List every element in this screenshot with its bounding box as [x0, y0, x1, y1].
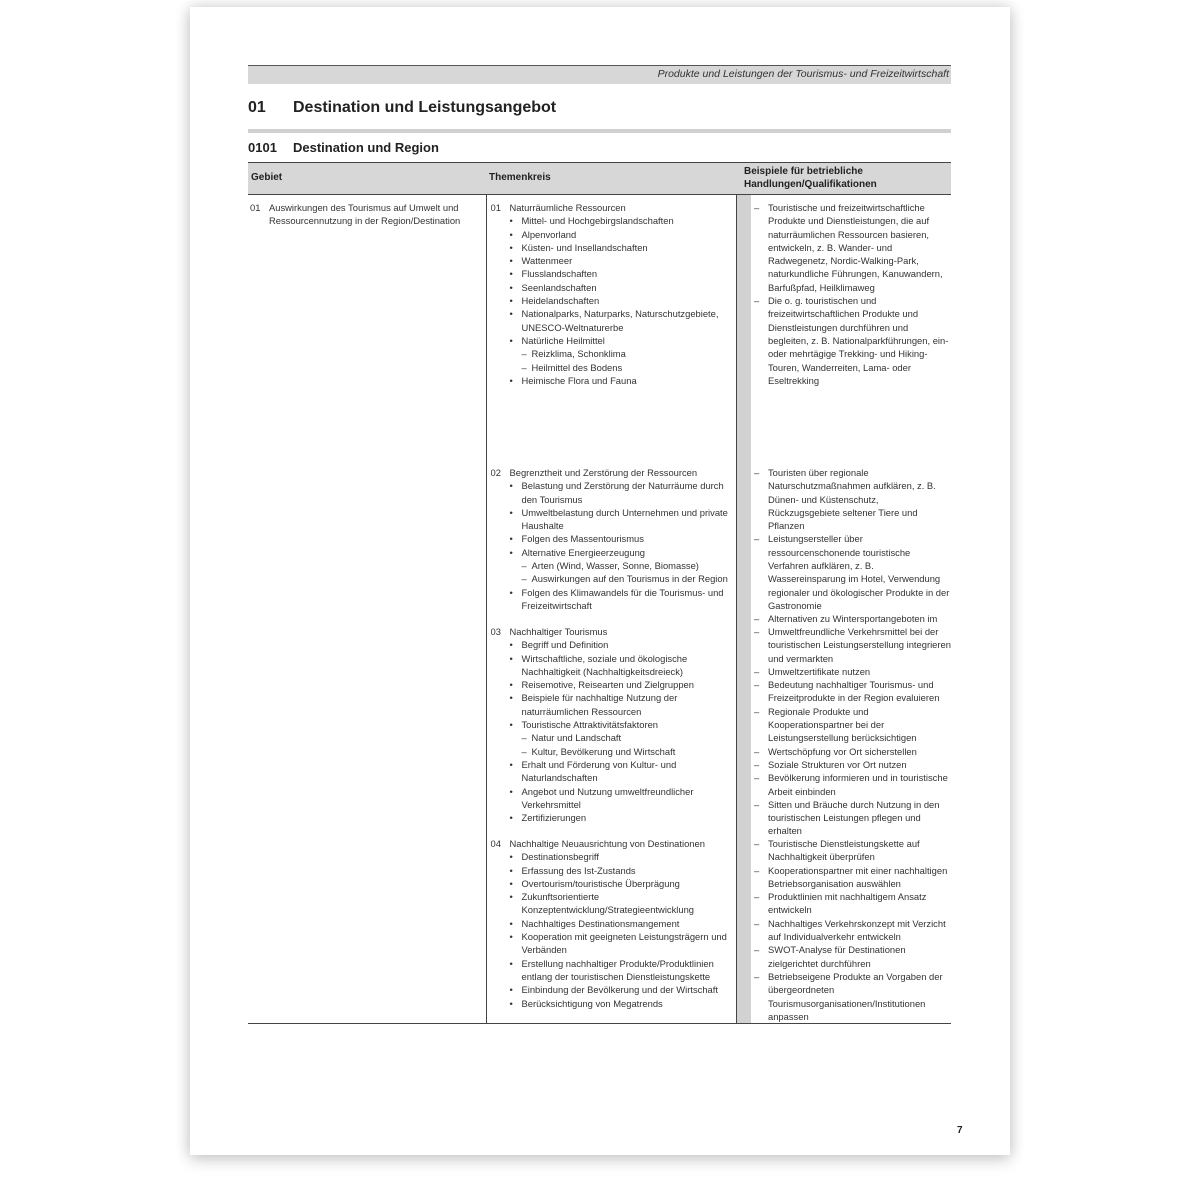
list-item: • Beispiele für nachhaltige Nutzung der naturräumlichen Ressourcen [491, 691, 734, 718]
list-item: • Folgen des Klimawandels für die Tourismus- und Freizeitwirtschaft [491, 586, 734, 613]
curriculum-table [248, 162, 951, 1024]
themenkreis-title-text: Nachhaltige Neuausrichtung von Destinationen [509, 838, 705, 849]
list-item: • Kooperation mit geeigneten Leistungsträgern und Verbänden [491, 930, 734, 957]
list-item: • Zukunftsorientierte Konzeptentwicklung/Strategieentwicklung [491, 890, 734, 917]
example-item: – Die o. g. touristischen und freizeitwirtschaftlichen Produkte und Dienstleistungen durchführen und begleiten, z. B. Nationalparkführungen, ein- oder mehrtägige Trekking- und Hiking-Touren, Wanderreiten, Lama- oder Eseltrekking [753, 294, 951, 387]
chapter-number: 01 [248, 99, 266, 116]
example-item: – Produktlinien mit nachhaltigem Ansatz entwickeln [753, 890, 951, 917]
list-item: • Erstellung nachhaltiger Produkte/Produktlinien entlang der touristischen Dienstleistungskette [491, 957, 734, 984]
table-row [248, 195, 951, 1024]
themenkreis-number: 04 [490, 838, 501, 849]
themenkreis-number: 03 [490, 626, 501, 637]
list-item: • Reisemotive, Reisearten und Zielgruppen [491, 678, 734, 691]
section-heading [248, 140, 439, 155]
beispiele-block [753, 466, 951, 625]
themenkreis-number: 01 [490, 202, 501, 213]
example-item: – Bedeutung nachhaltiger Tourismus- und Freizeitprodukte in der Region evaluieren [753, 678, 951, 705]
themenkreis-title-text: Naturräumliche Ressourcen [509, 202, 626, 213]
list-item: • Alternative Energieerzeugung [491, 546, 734, 559]
list-item: • Nationalparks, Naturparks, Naturschutzgebiete, UNESCO-Weltnaturerbe [491, 307, 734, 334]
section-number: 0101 [248, 140, 277, 155]
example-item: – Umweltfreundliche Verkehrsmittel bei der touristischen Leistungserstellung integrieren und vermarkten [753, 625, 951, 665]
list-item: • Umweltbelastung durch Unternehmen und private Haushalte [491, 506, 734, 533]
list-item: • Wattenmeer [491, 254, 734, 267]
table-header-row [248, 163, 951, 195]
running-header: Produkte und Leistungen der Tourismus- und Freizeitwirtschaft [657, 68, 949, 80]
themenkreis-block [491, 837, 734, 1023]
gebiet-text: Auswirkungen des Tourismus auf Umwelt und Ressourcennutzung in der Region/Destination [269, 202, 461, 227]
beispiele-block [753, 625, 951, 837]
list-item: • Heidelandschaften [491, 294, 734, 307]
sub-list-item: – Heilmittel des Bodens [491, 361, 734, 374]
example-item: – Soziale Strukturen vor Ort nutzen [753, 758, 951, 771]
list-item: • Flusslandschaften [491, 267, 734, 280]
column-separator [736, 195, 751, 1024]
list-item: • Angebot und Nutzung umweltfreundlicher Verkehrsmittel [491, 785, 734, 812]
example-item: – Leistungsersteller über ressourcenschonende touristische Verfahren aufklären, z. B. Wassereinsparung im Hotel, Verwendung regionaler und ökologischer Produkte in der Gastronomie [753, 532, 951, 612]
list-item: • Wirtschaftliche, soziale und ökologische Nachhaltigkeit (Nachhaltigkeitsdreieck) [491, 652, 734, 679]
list-item: • Touristische Attraktivitätsfaktoren [491, 718, 734, 731]
list-item: • Küsten- und Insellandschaften [491, 241, 734, 254]
chapter-rule [248, 129, 951, 133]
list-item: • Begriff und Definition [491, 638, 734, 651]
sub-list-item: – Kultur, Bevölkerung und Wirtschaft [491, 745, 734, 758]
page-number: 7 [957, 1125, 963, 1136]
beispiele-cell [751, 195, 951, 1024]
example-item: – SWOT-Analyse für Destinationen zielgerichtet durchführen [753, 943, 951, 970]
gebiet-cell [248, 195, 486, 1024]
example-item: – Touristische Dienstleistungskette auf Nachhaltigkeit überprüfen [753, 837, 951, 864]
beispiele-block [753, 837, 951, 1023]
example-item: – Alternativen zu Wintersportangeboten im [753, 612, 951, 625]
example-item: – Bevölkerung informieren und in touristische Arbeit einbinden [753, 771, 951, 798]
themenkreis-title [491, 201, 734, 214]
gebiet-number: 01 [250, 202, 261, 213]
themenkreis-title-text: Nachhaltiger Tourismus [509, 626, 608, 637]
sub-list-item: – Natur und Landschaft [491, 731, 734, 744]
list-item: • Seenlandschaften [491, 281, 734, 294]
themenkreis-block [491, 625, 734, 837]
example-item: – Touristen über regionale Naturschutzmaßnahmen aufklären, z. B. Dünen- und Küstenschutz, Rückzugsgebiete seltener Tiere und Pflanzen [753, 466, 951, 532]
sub-list-item: – Arten (Wind, Wasser, Sonne, Biomasse) [491, 559, 734, 572]
list-item: • Erfassung des Ist-Zustands [491, 864, 734, 877]
chapter-heading [248, 99, 556, 117]
list-item: • Mittel- und Hochgebirgslandschaften [491, 214, 734, 227]
themenkreis-title-text: Begrenztheit und Zerstörung der Ressourcen [509, 467, 698, 478]
sub-list-item: – Auswirkungen auf den Tourismus in der Region [491, 572, 734, 585]
list-item: • Destinationsbegriff [491, 850, 734, 863]
list-item: • Heimische Flora und Fauna [491, 374, 734, 387]
example-item: – Sitten und Bräuche durch Nutzung in den touristischen Leistungen pflegen und erhalten [753, 798, 951, 837]
list-item: • Erhalt und Förderung von Kultur- und Naturlandschaften [491, 758, 734, 785]
column-header-themenkreis: Themenkreis [486, 163, 736, 195]
column-header-beispiele: Beispiele für betriebliche Handlungen/Qualifikationen [736, 163, 951, 195]
list-item: • Berücksichtigung von Megatrends [491, 997, 734, 1010]
example-item: – Regionale Produkte und Kooperationspartner bei der Leistungserstellung berücksichtigen [753, 705, 951, 745]
document-page [190, 7, 1010, 1155]
themenkreis-title [491, 466, 734, 479]
themenkreis-title [491, 625, 734, 638]
example-item: – Umweltzertifikate nutzen [753, 665, 951, 678]
list-item: • Zertifizierungen [491, 811, 734, 824]
themenkreis-number: 02 [490, 467, 501, 478]
list-item: • Einbindung der Bevölkerung und der Wirtschaft [491, 983, 734, 996]
chapter-title: Destination und Leistungsangebot [293, 99, 557, 116]
list-item: • Belastung und Zerstörung der Naturräume durch den Tourismus [491, 479, 734, 506]
list-item: • Overtourism/touristische Überprägung [491, 877, 734, 890]
sub-list-item: – Reizklima, Schonklima [491, 347, 734, 360]
list-item: • Folgen des Massentourismus [491, 532, 734, 545]
list-item: • Natürliche Heilmittel [491, 334, 734, 347]
themenkreis-cell [486, 195, 736, 1024]
themenkreis-block [491, 466, 734, 625]
running-header-bar [248, 65, 951, 84]
example-item: – Touristische und freizeitwirtschaftliche Produkte und Dienstleistungen, die auf naturräumlichen Ressourcen basieren, entwickeln, z. B. Wander- und Radwegenetz, Nordic-Walking-Park, naturkundliche Führungen, Kanuwandern, Barfußpfad, Heilklimaweg [753, 201, 951, 294]
themenkreis-block [491, 201, 734, 466]
example-item: – Wertschöpfung vor Ort sicherstellen [753, 745, 951, 758]
list-item: • Alpenvorland [491, 228, 734, 241]
list-item: • Nachhaltiges Destinationsmangement [491, 917, 734, 930]
example-item: – Betriebseigene Produkte an Vorgaben der übergeordneten Tourismusorganisationen/Institutionen anpassen [753, 970, 951, 1023]
example-item: – Kooperationspartner mit einer nachhaltigen Betriebsorganisation auswählen [753, 864, 951, 891]
column-header-gebiet: Gebiet [248, 163, 486, 195]
section-title: Destination und Region [293, 140, 439, 155]
example-item: – Nachhaltiges Verkehrskonzept mit Verzicht auf Individualverkehr entwickeln [753, 917, 951, 944]
beispiele-block [753, 201, 951, 466]
themenkreis-title [491, 837, 734, 850]
